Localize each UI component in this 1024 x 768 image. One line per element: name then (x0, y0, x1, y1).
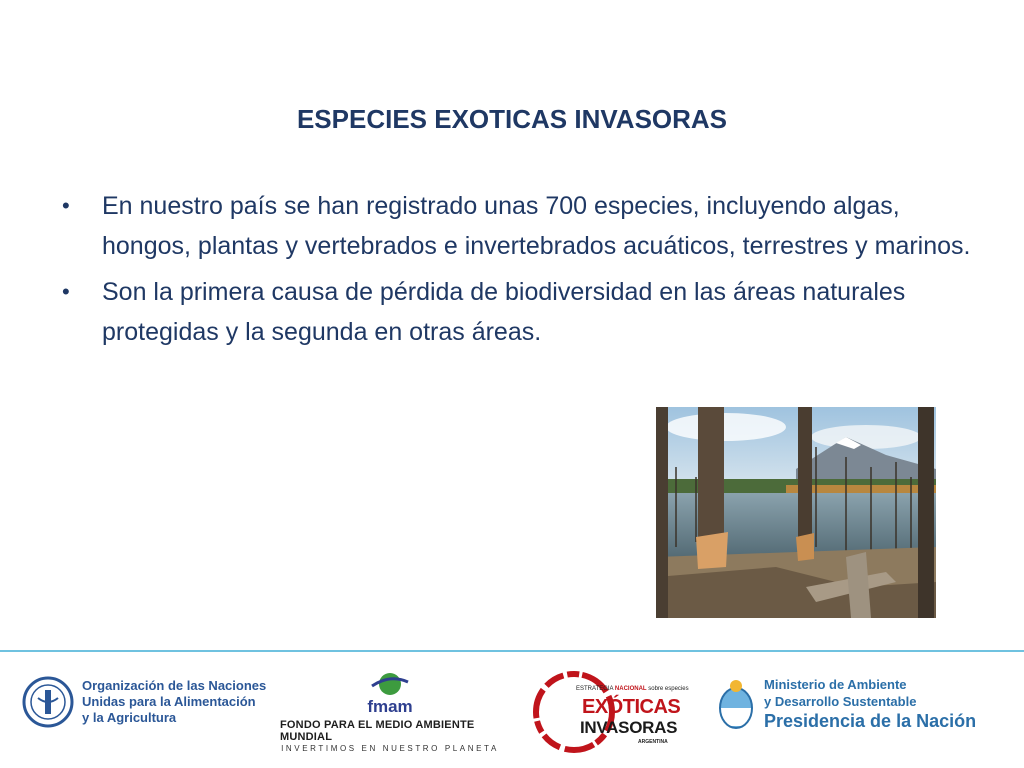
fao-seal-icon (22, 676, 74, 728)
footer-divider (0, 650, 1024, 652)
exoticas-word: EXÓTICAS (582, 696, 681, 718)
invasoras-word: INVASORAS (580, 718, 678, 737)
bullet-list (62, 186, 982, 358)
fmam-slogan: INVERTIMOS EN NUESTRO PLANETA (281, 744, 499, 753)
ministerio-logo (716, 676, 976, 732)
fao-line: Unidas para la Alimentación (82, 694, 256, 709)
bullet-marker: • (62, 193, 70, 218)
bullet-text: En nuestro país se han registrado unas 700 especies, incluyendo algas, hongos, plantas y vertebrados e invertebrados acuáticos, terrestres y marinos. (102, 192, 971, 260)
slide-title: ESPECIES EXOTICAS INVASORAS (296, 104, 728, 134)
fmam-full-name: FONDO PARA EL MEDIO AMBIENTE MUNDIAL (280, 719, 475, 743)
fao-logo (22, 676, 266, 728)
fao-line: y la Agricultura (82, 710, 177, 725)
ministerio-name (764, 676, 976, 732)
fmam-logo (280, 670, 500, 753)
bullet-text: Son la primera causa de pérdida de biodiversidad en las áreas naturales protegidas y la segunda en otras áreas. (102, 278, 906, 346)
exoticas-tagline (576, 686, 689, 692)
footer-logos (0, 660, 1024, 768)
presidencia-line: Presidencia de la Nación (764, 711, 977, 731)
exoticas-country: ARGENTINA (638, 739, 668, 745)
bullet-item (62, 186, 982, 266)
fmam-wordmark: fmam (367, 697, 413, 716)
tagline-prefix: ESTRATEGIA (576, 686, 614, 692)
tagline-bold: NACIONAL (614, 686, 647, 692)
bullet-marker: • (62, 279, 70, 304)
beaver-damage-photo (656, 407, 936, 618)
bullet-item (62, 272, 982, 352)
globe-icon (370, 670, 410, 698)
argentina-shield-icon (716, 678, 756, 730)
fao-line: Organización de las Naciones (82, 678, 267, 693)
exoticas-invasoras-logo (530, 668, 689, 756)
fao-name (82, 678, 266, 726)
tagline-suffix: sobre especies (648, 686, 689, 692)
ministerio-line: Ministerio de Ambiente (764, 677, 907, 692)
ministerio-line: y Desarrollo Sustentable (764, 694, 917, 709)
